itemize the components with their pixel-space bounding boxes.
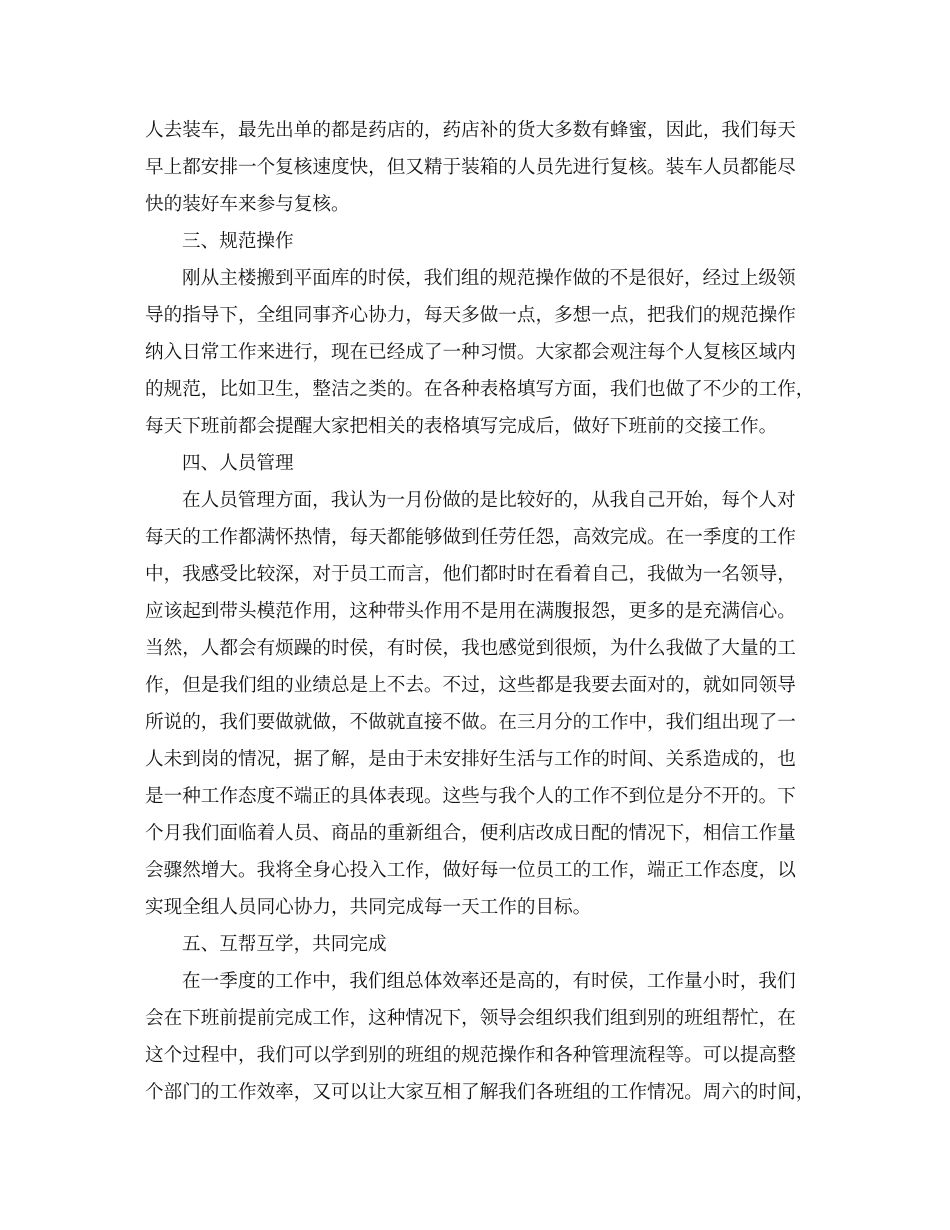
text-line: 会骤然增大。我将全身心投入工作，做好每一位员工的工作，端正工作态度，以 (145, 860, 796, 881)
text-line: 是一种工作态度不端正的具体表现。这些与我个人的工作不到位是分不开的。下 (145, 786, 796, 807)
text-line: 人未到岗的情况，据了解，是由于未安排好生活与工作的时间、关系造成的，也 (145, 749, 796, 770)
section-heading-mutual-help: 五、互帮互学，共同完成 (182, 934, 387, 955)
text-line: 早上都安排一个复核速度快，但又精于装箱的人员先进行复核。装车人员都能尽 (145, 157, 796, 178)
text-line: 的规范，比如卫生，整洁之类的。在各种表格填写方面，我们也做了不少的工作， (145, 379, 815, 400)
paragraph-first-line: 刚从主楼搬到平面库的时侯，我们组的规范操作做的不是很好，经过上级领 (182, 268, 796, 289)
text-line: 所说的，我们要做就做，不做就直接不做。在三月分的工作中，我们组出现了一 (145, 712, 796, 733)
text-line: 实现全组人员同心协力，共同完成每一天工作的目标。 (145, 897, 592, 918)
text-line: 人去装车，最先出单的都是药店的，药店补的货大多数有蜂蜜，因此，我们每天 (145, 120, 796, 141)
text-line: 会在下班前提前完成工作，这种情况下，领导会组织我们组到别的班组帮忙，在 (145, 1008, 796, 1029)
section-heading-standard-operation: 三、规范操作 (182, 231, 294, 252)
text-line: 快的装好车来参与复核。 (145, 194, 350, 215)
text-line: 这个过程中，我们可以学到别的班组的规范操作和各种管理流程等。可以提高整 (145, 1045, 796, 1066)
paragraph-first-line: 在人员管理方面，我认为一月份做的是比较好的，从我自己开始，每个人对 (182, 490, 796, 511)
text-line: 导的指导下，全组同事齐心协力，每天多做一点，多想一点，把我们的规范操作 (145, 305, 796, 326)
text-line: 每天的工作都满怀热情，每天都能够做到任劳任怨，高效完成。在一季度的工作 (145, 527, 796, 548)
text-line: 作，但是我们组的业绩总是上不去。不过，这些都是我要去面对的，就如同领导 (145, 675, 796, 696)
document-body (145, 112, 815, 1111)
text-line: 个部门的工作效率，又可以让大家互相了解我们各班组的工作情况。周六的时间， (145, 1082, 815, 1103)
text-line: 纳入日常工作来进行，现在已经成了一种习惯。大家都会观注每个人复核区域内 (145, 342, 796, 363)
paragraph-first-line: 在一季度的工作中，我们组总体效率还是高的，有时侯，工作量小时，我们 (182, 971, 796, 992)
text-line: 每天下班前都会提醒大家把相关的表格填写完成后，做好下班前的交接工作。 (145, 416, 778, 437)
text-line: 应该起到带头模范作用，这种带头作用不是用在满腹报怨，更多的是充满信心。 (145, 601, 796, 622)
text-line: 个月我们面临着人员、商品的重新组合，便利店改成日配的情况下，相信工作量 (145, 823, 796, 844)
text-line: 中，我感受比较深，对于员工而言，他们都时时在看着自己，我做为一名领导， (145, 564, 796, 585)
text-line: 当然，人都会有烦躁的时侯，有时侯，我也感觉到很烦，为什么我做了大量的工 (145, 638, 796, 659)
section-heading-personnel-management: 四、人员管理 (182, 453, 294, 474)
